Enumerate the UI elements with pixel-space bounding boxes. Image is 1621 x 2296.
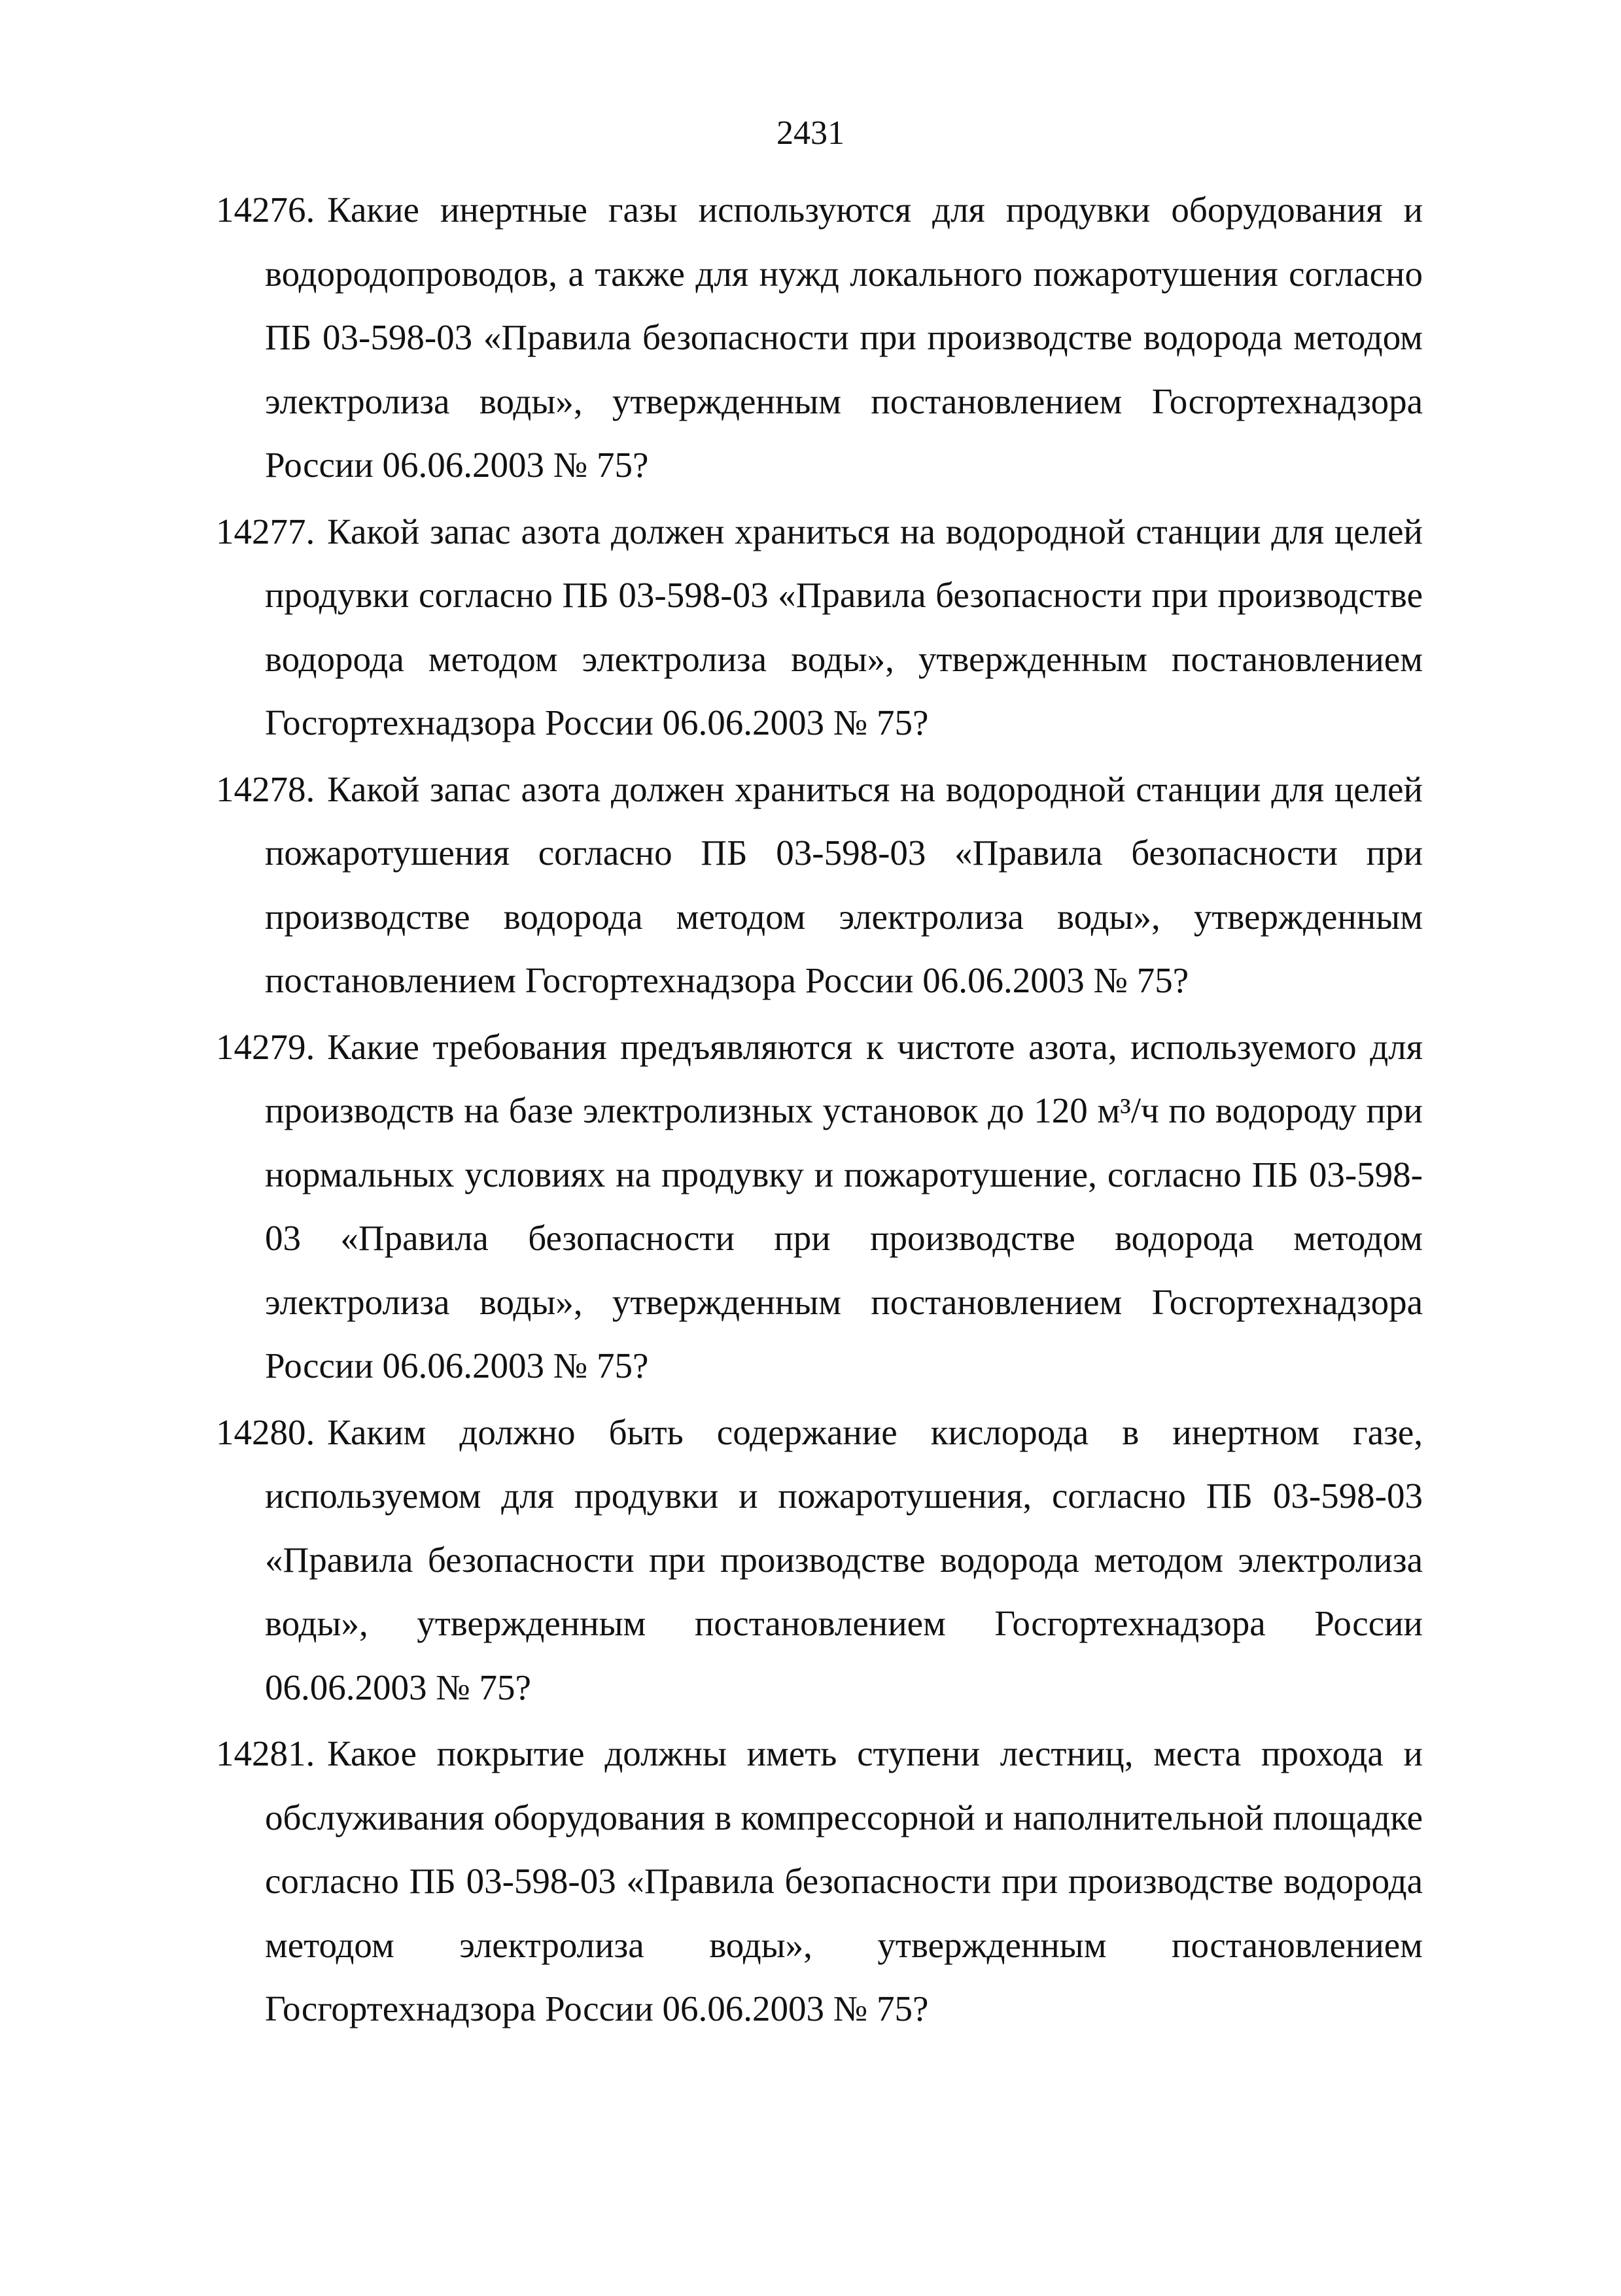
question-text: Какие инертные газы используются для продувки оборудования и водородопроводов, а также для нужд локального пожаротушения согласно ПБ 03-598-03 «Правила безопасности при производстве водорода методом электролиза воды», утвержденным постановлением Госгортехнадзора России 06.06.2003 № 75? (265, 190, 1423, 485)
question-item (216, 757, 1423, 1013)
question-text: Какие требования предъявляются к чистоте азота, используемого для производств на базе электролизных установок до 120 м³/ч по водороду при нормальных условиях на продувку и пожаротушение, согласно ПБ 03-598-03 «Правила безопасности при производстве водорода методом электролиза воды», утвержденным постановлением Госгортехнадзора России 06.06.2003 № 75? (265, 1026, 1423, 1385)
question-number: 14281. (216, 1733, 315, 1773)
question-item (216, 178, 1423, 497)
question-item (216, 1722, 1423, 2041)
question-text: Какой запас азота должен храниться на водородной станции для целей пожаротушения согласно ПБ 03-598-03 «Правила безопасности при производстве водорода методом электролиза воды», утвержденным постановлением Госгортехнадзора России 06.06.2003 № 75? (265, 769, 1423, 1000)
question-text: Какой запас азота должен храниться на водородной станции для целей продувки согласно ПБ 03-598-03 «Правила безопасности при производстве водорода методом электролиза воды», утвержденным постановлением Госгортехнадзора России 06.06.2003 № 75? (265, 511, 1423, 742)
question-number: 14276. (216, 190, 315, 230)
question-item (216, 1015, 1423, 1398)
question-text: Каким должно быть содержание кислорода в инертном газе, используемом для продувки и пожаротушения, согласно ПБ 03-598-03 «Правила безопасности при производстве водорода методом электролиза воды», утвержденным постановлением Госгортехнадзора России 06.06.2003 № 75? (265, 1412, 1423, 1707)
question-number: 14277. (216, 511, 315, 551)
page-number: 2431 (776, 114, 845, 152)
question-item (216, 1400, 1423, 1720)
question-number: 14278. (216, 769, 315, 809)
question-list (216, 178, 1423, 2044)
question-text: Какое покрытие должны иметь ступени лестниц, места прохода и обслуживания оборудования в компрессорной и наполнительной площадке согласно ПБ 03-598-03 «Правила безопасности при производстве водорода методом электролиза воды», утвержденным постановлением Госгортехнадзора России 06.06.2003 № 75? (265, 1733, 1423, 2028)
question-number: 14279. (216, 1026, 315, 1067)
question-item (216, 500, 1423, 755)
question-number: 14280. (216, 1412, 315, 1452)
